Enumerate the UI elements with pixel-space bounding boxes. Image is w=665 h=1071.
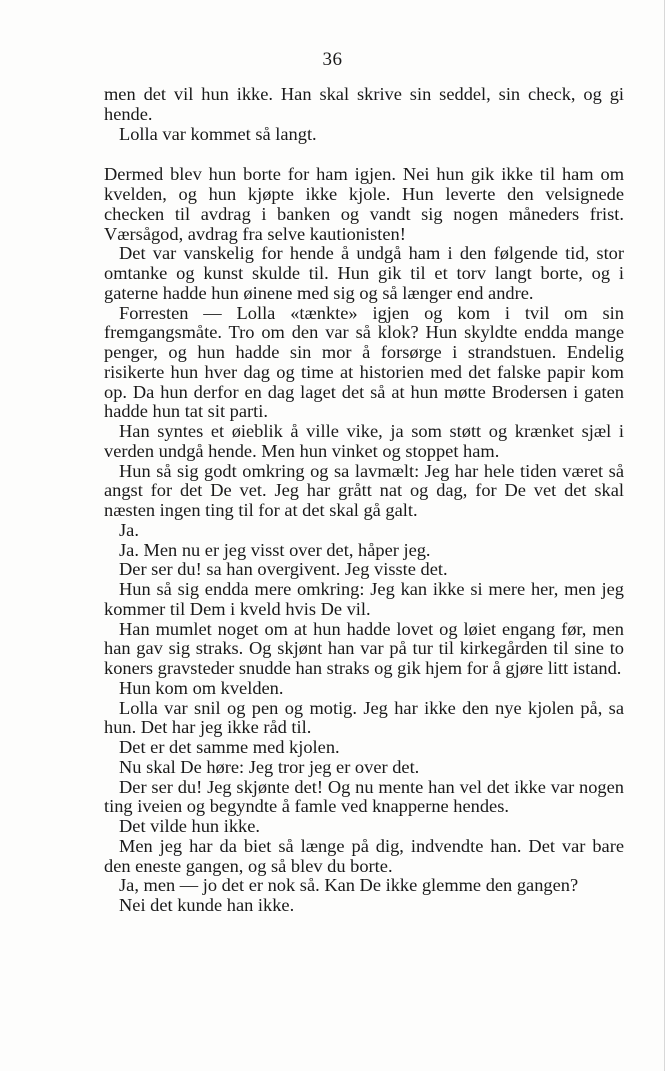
paragraph: Lolla var kommet så langt.	[119, 123, 317, 144]
paragraph: Forresten — Lolla «tænkte» igjen og kom i tvil om sin fremgangsmåte. Tro om den var så klok? Hun skyldte endda mange penger, og hun hadde sin mor å forsørge i strandstuen. Endelig risikerte hun hver dag og time at historien med det falske papir kom op. Da hun derfor en dag laget det så at hun møtte Brodersen i gaten hadde hun tat sit parti.	[104, 302, 624, 422]
paragraph: Der ser du! Jeg skjønte det! Og nu mente han vel det ikke var nogen ting iveien og begyndte å famle ved knapperne hendes.	[104, 776, 624, 817]
paragraph: Ja.	[119, 519, 139, 540]
paragraph: Nei det kunde han ikke.	[119, 895, 295, 915]
paragraph: Ja. Men nu er jeg visst over det, håper jeg.	[119, 539, 431, 560]
paragraph: Nu skal De høre: Jeg tror jeg er over det.	[119, 756, 420, 777]
paragraph: Hun så sig godt omkring og sa lavmælt: Jeg har hele tiden været så angst for det De vet. Jeg har grått nat og dag, for De vet det skal næsten ingen ting til for at det skal gå galt.	[104, 460, 624, 520]
paragraph: Det er det samme med kjolen.	[119, 737, 340, 757]
paragraph: men det vil hun ikke. Han skal skrive sin seddel, sin check, og gi hende.	[104, 84, 624, 124]
body-text	[104, 85, 624, 916]
paragraph: Der ser du! sa han overgivent. Jeg visste det.	[119, 559, 448, 580]
paragraph: Hun så sig endda mere omkring: Jeg kan ikke si mere her, men jeg kommer til Dem i kveld hvis De vil.	[104, 579, 624, 619]
paragraph: Men jeg har da biet så længe på dig, indvendte han. Det var bare den eneste gangen, og så blev du borte.	[104, 835, 624, 876]
paragraph: Det vilde hun ikke.	[119, 816, 260, 836]
paragraph: Det var vanskelig for hende å undgå ham i den følgende tid, stor omtanke og kunst skulde til. Hun gik til et torv langt borte, og i gaterne hadde hun øinene med sig og så længer end andre.	[104, 243, 624, 303]
paragraph: Hun kom om kvelden.	[119, 677, 284, 698]
paragraph: Lolla var snil og pen og motig. Jeg har ikke den nye kjolen på, sa hun. Det har jeg ikke råd til.	[104, 697, 624, 738]
paragraph: Ja, men — jo det er nok så. Kan De ikke glemme den gangen?	[119, 875, 579, 896]
paragraph: Han syntes et øieblik å ville vike, ja som støtt og krænket sjæl i verden undgå hende. Men hun vinket og stoppet ham.	[104, 421, 624, 461]
paragraph: Dermed blev hun borte for ham igjen. Nei hun gik ikke til ham om kvelden, og hun kjøpte ikke kjole. Hun leverte den velsignede checken til avdrag i banken og vandt sig nogen måneders frist. Værsågod, avdrag fra selve kautionisten!	[104, 164, 624, 244]
paragraph: Han mumlet noget om at hun hadde lovet og løiet engang før, men han gav sig straks. Og skjønt han var på tur til kirkegården til sine to koners gravsteder snudde han straks og gik hjem for å gjøre litt istand.	[104, 618, 624, 678]
page-number: 36	[322, 49, 343, 70]
